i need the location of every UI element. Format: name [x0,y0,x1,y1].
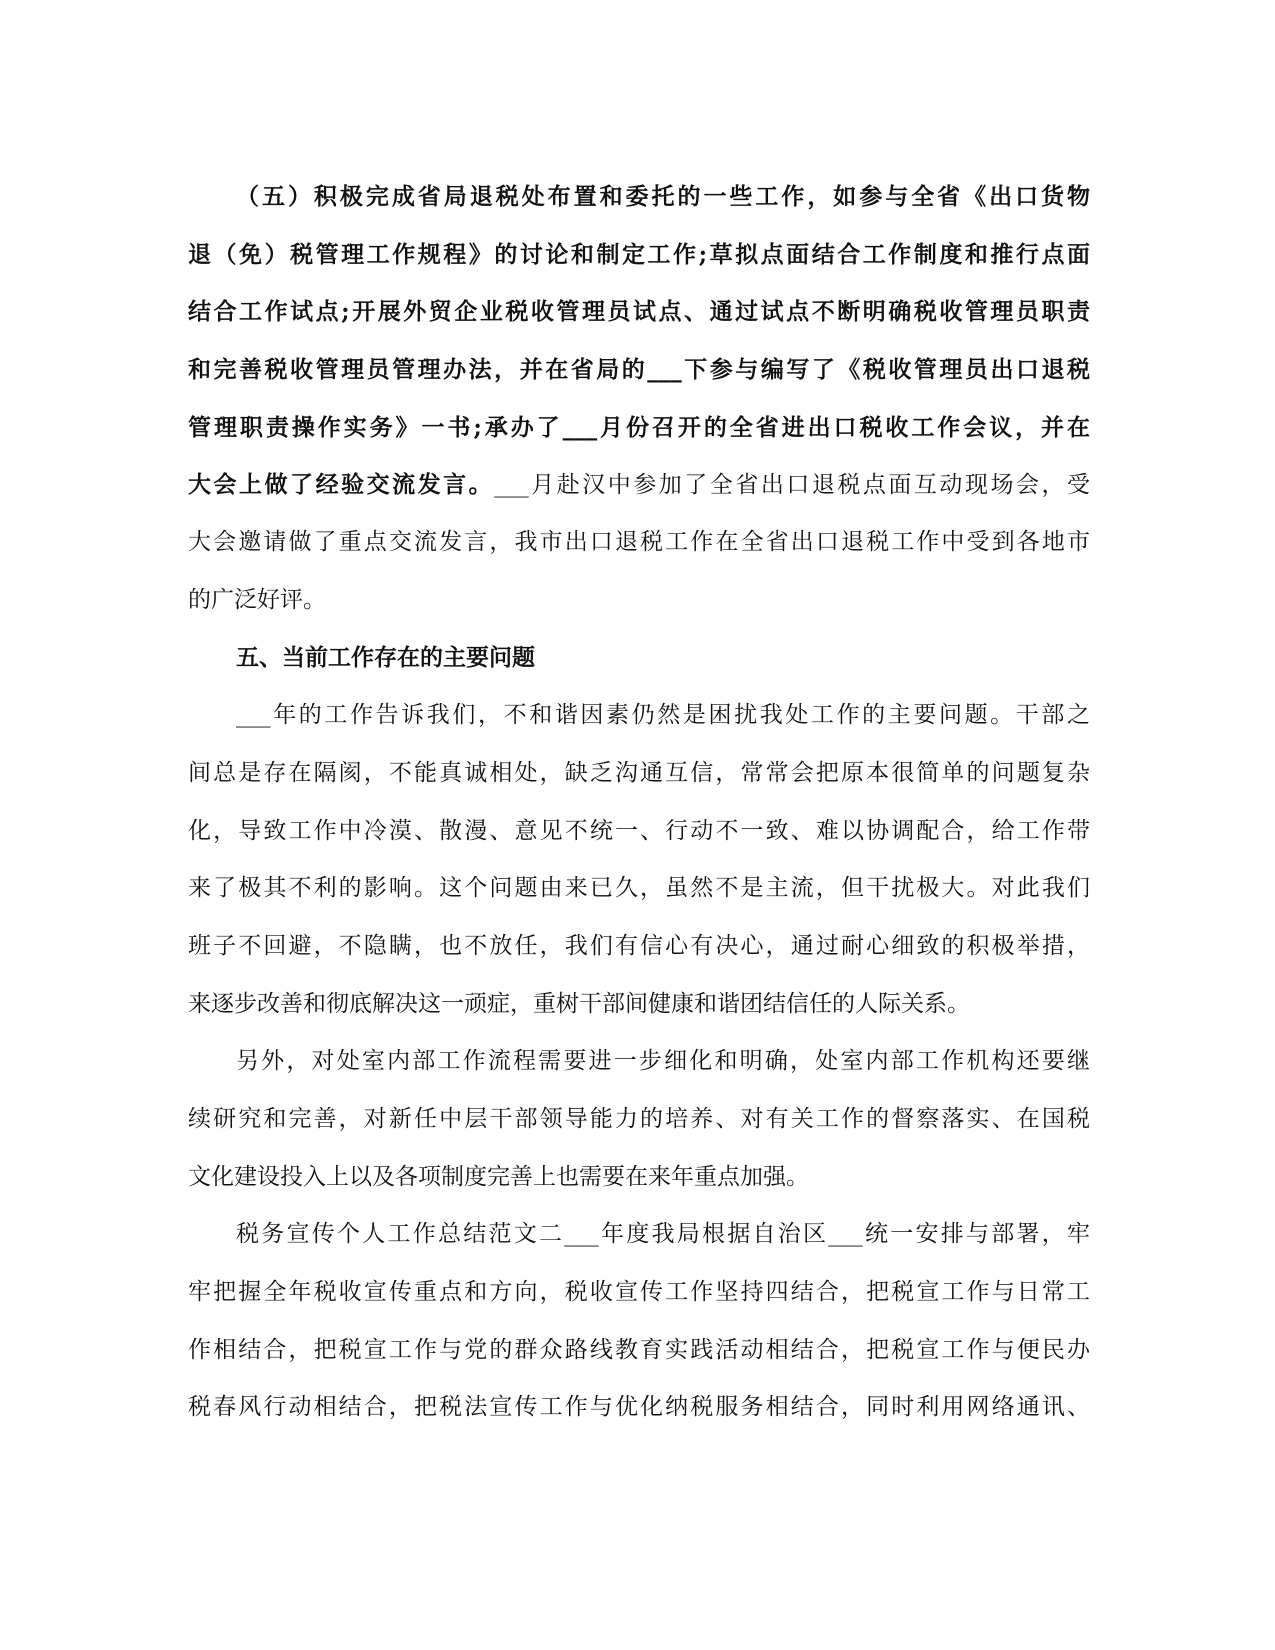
text-line: 和完善税收管理员管理办法，并在省局的___下参与编写了《税收管理员出口退税 [188,356,1090,384]
text-line: 续研究和完善，对新任中层干部领导能力的培养、对有关工作的督察落实、在国税 [188,1106,1090,1132]
text-line: 另外，对处室内部工作流程需要进一步细化和明确，处室内部工作机构还要继 [236,1048,1090,1075]
text-line: 间总是存在隔阂，不能真诚相处，缺乏沟通互信，常常会把原本很简单的问题复杂 [188,759,1090,786]
text-line: 管理职责操作实务》一书;承办了___月份召开的全省进出口税收工作会议，并在 [188,413,1090,441]
text-line: （五）积极完成省局退税处布置和委托的一些工作，如参与全省《出口货物 [236,183,1090,210]
text-line: 结合工作试点;开展外贸企业税收管理员试点、通过试点不断明确税收管理员职责 [188,298,1090,326]
paragraph-2 [188,687,1090,1033]
section-heading: 五、当前工作存在的主要问题 [236,644,535,671]
text-line: 大会邀请做了重点交流发言，我市出口退税工作在全省出口退税工作中受到各地市 [188,529,1090,556]
paragraph-1 [188,168,1090,630]
text-line: ___年的工作告诉我们，不和谐因素仍然是困扰我处工作的主要问题。干部之 [236,702,1090,729]
text-line: 化，导致工作中冷漠、散漫、意见不统一、行动不一致、难以协调配合，给工作带 [188,817,1090,844]
text-run: ___月赴汉中参加了全省出口退税点面互动现场会，受 [494,472,1091,499]
text-line: 退（免）税管理工作规程》的讨论和制定工作;草拟点面结合工作制度和推行点面 [188,240,1090,268]
text-line: 来了极其不利的影响。这个问题由来已久，虽然不是主流，但干扰极大。对此我们 [188,875,1090,902]
text-line: 文化建设投入上以及各项制度完善上也需要在来年重点加强。 [188,1163,809,1190]
text-line: 税务宣传个人工作总结范文二___年度我局根据自治区___统一安排与部署，牢 [236,1221,1090,1248]
text-line: 的广泛好评。 [188,586,326,613]
paragraph-4 [188,1206,1090,1437]
document-body [188,168,1090,1437]
text-line: 税春风行动相结合，把税法宣传工作与优化纳税服务相结合，同时利用网络通讯、 [188,1394,1090,1421]
text-run-bold: 大会上做了经验交流发言。 [188,471,495,499]
paragraph-3 [188,1033,1090,1206]
text-line: 班子不回避，不隐瞒，也不放任，我们有信心有决心，通过耐心细致的积极举措， [188,932,1090,959]
text-line: 作相结合，把税宣工作与党的群众路线教育实践活动相结合，把税宣工作与便民办 [188,1336,1090,1363]
text-line [188,456,1090,514]
text-line: 来逐步改善和彻底解决这一顽症，重树干部间健康和谐团结信任的人际关系。 [188,990,970,1017]
text-line: 牢把握全年税收宣传重点和方向，税收宣传工作坚持四结合，把税宣工作与日常工 [188,1279,1090,1306]
